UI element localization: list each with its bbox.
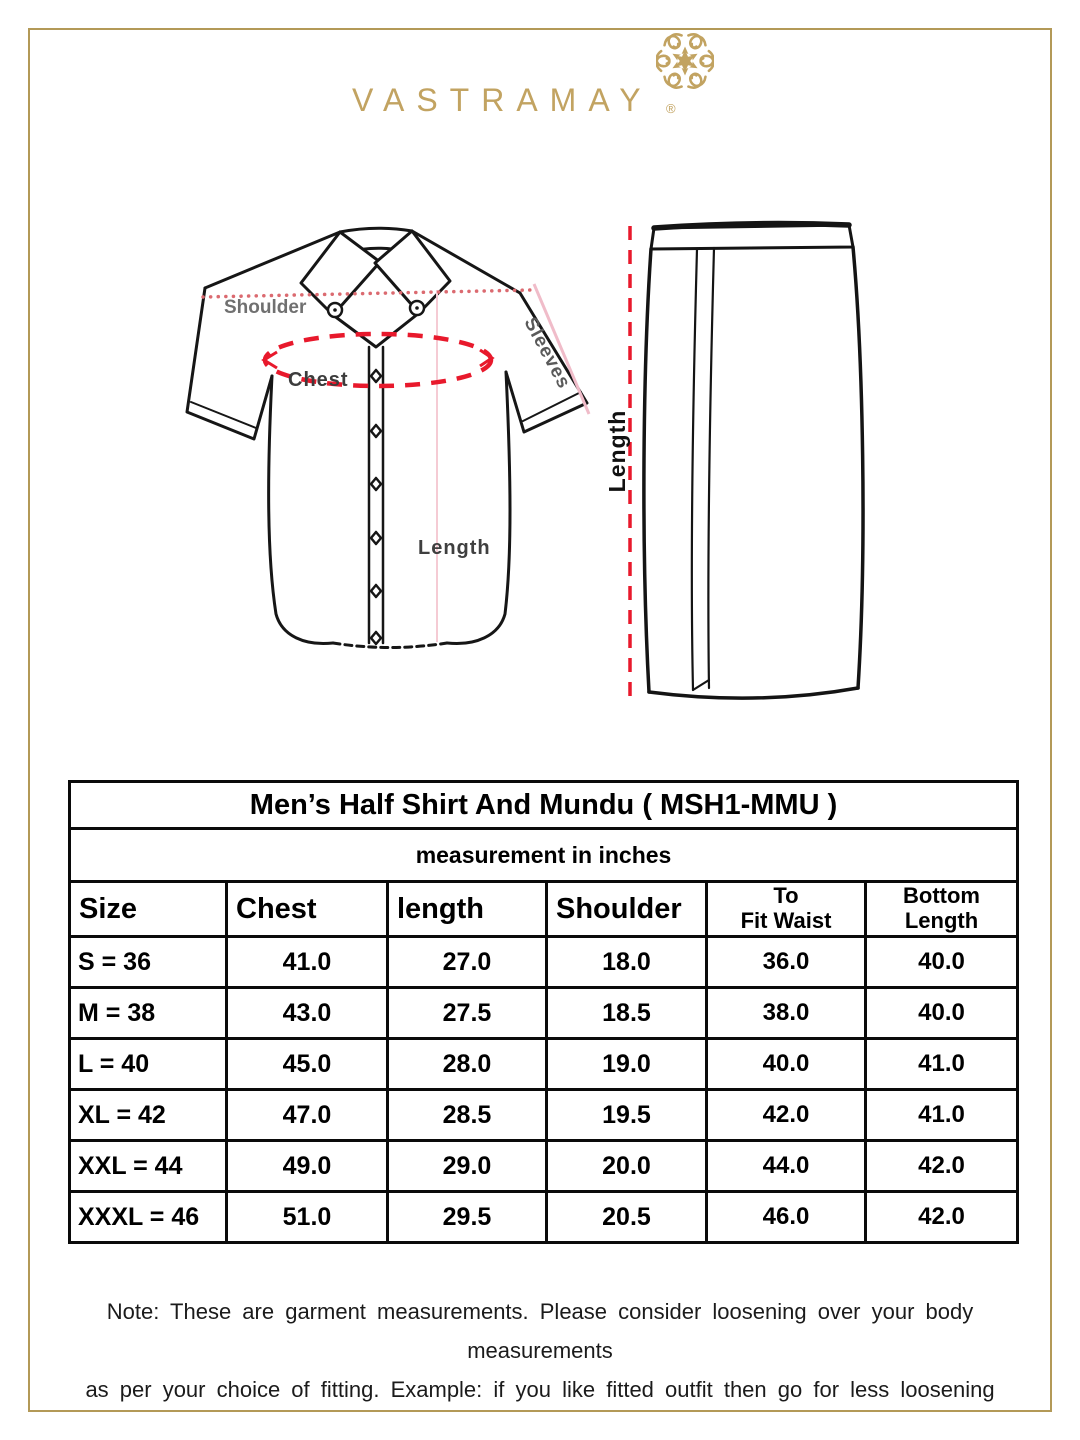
cell-size: S = 36 (70, 937, 227, 988)
cell-shoulder: 20.5 (547, 1192, 707, 1243)
col-header-bottom-length: Bottom Length (866, 882, 1018, 937)
cell-to-fit-waist: 46.0 (707, 1192, 866, 1243)
cell-chest: 43.0 (227, 988, 388, 1039)
col-header-shoulder: Shoulder (547, 882, 707, 937)
registered-trademark: ® (666, 101, 676, 116)
cell-shoulder: 20.0 (547, 1141, 707, 1192)
table-unit-note: measurement in inches (70, 829, 1018, 882)
cell-to-fit-waist: 36.0 (707, 937, 866, 988)
cell-shoulder: 19.5 (547, 1090, 707, 1141)
cell-chest: 51.0 (227, 1192, 388, 1243)
shirt-sleeves-label: Sleeves (519, 314, 575, 393)
table-row-s (70, 937, 1018, 988)
cell-size: XL = 42 (70, 1090, 227, 1141)
shirt-chest-label: Chest (288, 369, 349, 391)
shirt-shoulder-label: Shoulder (224, 297, 307, 318)
shirt-diagram (183, 226, 608, 658)
table-row-xxl (70, 1141, 1018, 1192)
mundu-diagram (597, 216, 887, 716)
measurement-note-line2: as per your choice of fitting. Example: if you like fitted outfit then go for less loosening (85, 1377, 995, 1402)
cell-shoulder: 19.0 (547, 1039, 707, 1090)
cell-shoulder: 18.5 (547, 988, 707, 1039)
table-row-l (70, 1039, 1018, 1090)
cell-to-fit-waist: 42.0 (707, 1090, 866, 1141)
cell-bottom-length: 42.0 (866, 1192, 1018, 1243)
col-header-size: Size (70, 882, 227, 937)
cell-length: 29.0 (388, 1141, 547, 1192)
table-row-xl (70, 1090, 1018, 1141)
col-header-chest: Chest (227, 882, 388, 937)
cell-size: L = 40 (70, 1039, 227, 1090)
cell-bottom-length: 41.0 (866, 1039, 1018, 1090)
cell-chest: 41.0 (227, 937, 388, 988)
cell-chest: 45.0 (227, 1039, 388, 1090)
cell-bottom-length: 40.0 (866, 937, 1018, 988)
cell-shoulder: 18.0 (547, 937, 707, 988)
cell-to-fit-waist: 40.0 (707, 1039, 866, 1090)
table-row-m (70, 988, 1018, 1039)
cell-length: 29.5 (388, 1192, 547, 1243)
cell-bottom-length: 40.0 (866, 988, 1018, 1039)
cell-size: XXXL = 46 (70, 1192, 227, 1243)
cell-chest: 47.0 (227, 1090, 388, 1141)
brand-ornament-icon (656, 32, 714, 90)
cell-to-fit-waist: 38.0 (707, 988, 866, 1039)
shirt-length-label: Length (418, 537, 491, 559)
cell-size: XXL = 44 (70, 1141, 227, 1192)
cell-bottom-length: 42.0 (866, 1141, 1018, 1192)
cell-length: 28.5 (388, 1090, 547, 1141)
cell-length: 28.0 (388, 1039, 547, 1090)
size-chart-table (68, 780, 1019, 1244)
cell-length: 27.0 (388, 937, 547, 988)
table-title: Men’s Half Shirt And Mundu ( MSH1-MMU ) (70, 782, 1018, 829)
mundu-length-label: Length (604, 409, 630, 493)
cell-size: M = 38 (70, 988, 227, 1039)
cell-bottom-length: 41.0 (866, 1090, 1018, 1141)
table-row-xxxl (70, 1192, 1018, 1243)
brand-wordmark: VASTRAMAY (352, 82, 653, 118)
col-header-to-fit-waist: To Fit Waist (707, 882, 866, 937)
cell-to-fit-waist: 44.0 (707, 1141, 866, 1192)
cell-length: 27.5 (388, 988, 547, 1039)
col-header-length: length (388, 882, 547, 937)
measurement-note-line1: Note: These are garment measurements. Please consider loosening over your body measurements (106, 1299, 974, 1363)
measurement-note (40, 1292, 1040, 1409)
cell-chest: 49.0 (227, 1141, 388, 1192)
